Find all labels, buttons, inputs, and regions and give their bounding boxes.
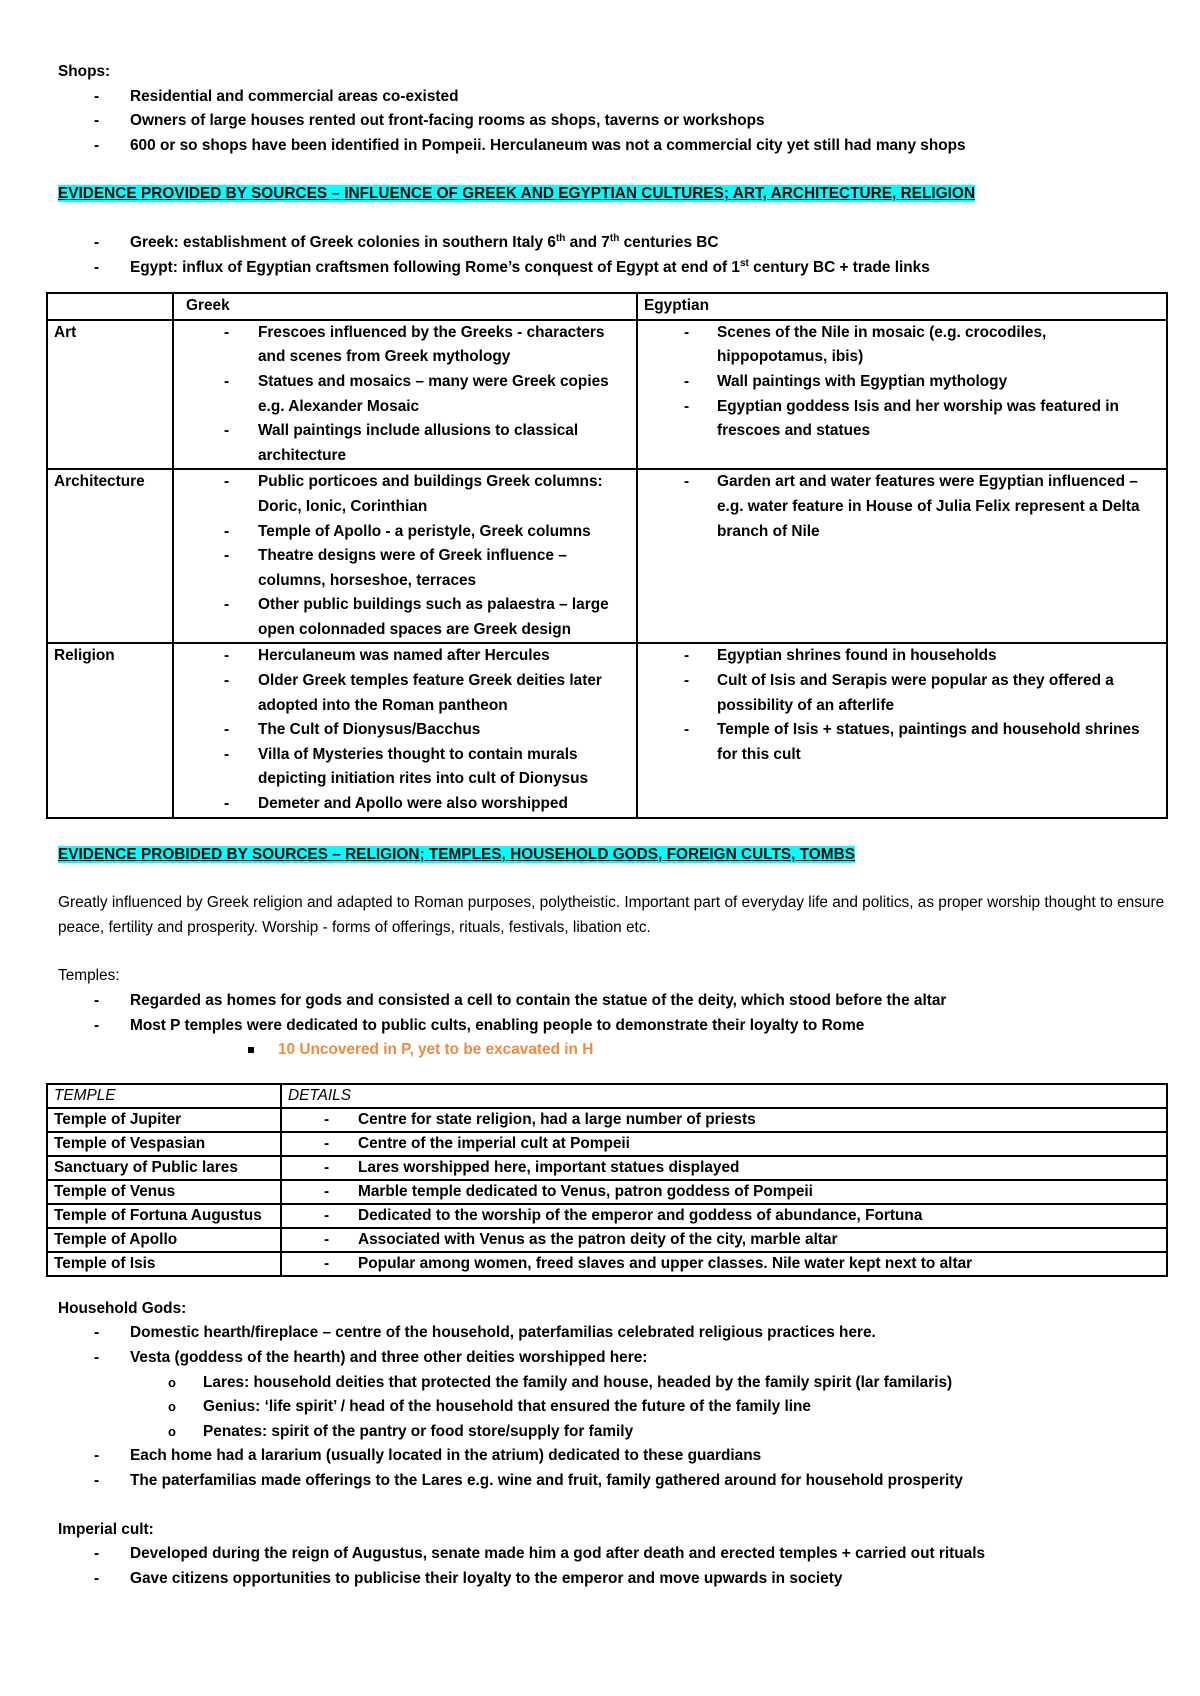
col-header-temple: TEMPLE <box>47 1084 281 1108</box>
list-item: - Greek: establishment of Greek colonies in southern Italy 6th and 7th centuries BC <box>58 231 1168 256</box>
list-item: - Vesta (goddess of the hearth) and three other deities worshipped here: <box>58 1346 1168 1371</box>
household-list-2 <box>58 1444 1168 1493</box>
list-item: - Demeter and Apollo were also worshipped <box>180 792 630 817</box>
row-label: Architecture <box>47 469 173 643</box>
table-row: Sanctuary of Public lares - Lares worshipped here, important statues displayed <box>47 1156 1167 1180</box>
religion-heading: EVIDENCE PROBIDED BY SOURCES – RELIGION; TEMPLES, HOUSEHOLD GODS, FOREIGN CULTS, TOMBS <box>58 845 855 863</box>
list-item: - Public porticoes and buildings Greek columns: Doric, Ionic, Corinthian <box>180 470 630 519</box>
influence-heading: EVIDENCE PROVIDED BY SOURCES – INFLUENCE OF GREEK AND EGYPTIAN CULTURES; ART, ARCHITECTURE, RELIGION <box>58 185 975 203</box>
table-row: Temple of Venus - Marble temple dedicated to Venus, patron goddess of Pompeii <box>47 1180 1167 1204</box>
list-item: - Developed during the reign of Augustus, senate made him a god after death and erected temples + carried out rituals <box>58 1542 1168 1567</box>
list-item: - The paterfamilias made offerings to the Lares e.g. wine and fruit, family gathered around for household prosperity <box>58 1469 1168 1494</box>
household-list <box>58 1321 1168 1370</box>
list-item: o Lares: household deities that protected the family and house, headed by the family spirit (lar familaris) <box>58 1371 1168 1396</box>
table-row: Temple of Apollo - Associated with Venus as the patron deity of the city, marble altar <box>47 1228 1167 1252</box>
table-row: Temple of Isis - Popular among women, freed slaves and upper classes. Nile water kept next to altar <box>47 1252 1167 1276</box>
list-item: - Frescoes influenced by the Greeks - characters and scenes from Greek mythology <box>180 321 630 370</box>
list-item: - Egypt: influx of Egyptian craftsmen following Rome’s conquest of Egypt at end of 1st century BC + trade links <box>58 256 1168 281</box>
list-item: - Garden art and water features were Egyptian influenced – e.g. water feature in House of Julia Felix represent a Delta branch of Nile <box>644 470 1160 544</box>
col-header-greek: Greek <box>173 293 637 320</box>
list-item: - Statues and mosaics – many were Greek copies e.g. Alexander Mosaic <box>180 370 630 419</box>
influence-list <box>58 231 1168 280</box>
temples-heading: Temples: <box>58 967 120 985</box>
table-row <box>47 293 1167 320</box>
list-item: - Domestic hearth/fireplace – centre of the household, paterfamilias celebrated religious practices here. <box>58 1321 1168 1346</box>
list-item: - Cult of Isis and Serapis were popular as they offered a possibility of an afterlife <box>644 669 1160 718</box>
list-item: - Theatre designs were of Greek influence – columns, horseshoe, terraces <box>180 544 630 593</box>
list-item: - Egyptian goddess Isis and her worship was featured in frescoes and statues <box>644 395 1160 444</box>
table-row: Temple of Fortuna Augustus - Dedicated to the worship of the emperor and goddess of abundance, Fortuna <box>47 1204 1167 1228</box>
col-header-details: DETAILS <box>281 1084 1167 1108</box>
list-item: o Genius: ‘life spirit’ / head of the household that ensured the future of the family line <box>58 1395 1168 1420</box>
household-heading: Household Gods: <box>58 1299 187 1317</box>
list-item: - Egyptian shrines found in households <box>644 644 1160 669</box>
household-sublist <box>58 1371 1168 1445</box>
list-item: - Residential and commercial areas co-existed <box>58 85 1168 110</box>
table-row <box>47 469 1167 643</box>
list-item: - Regarded as homes for gods and consisted a cell to contain the statue of the deity, which stood before the altar <box>58 989 1168 1014</box>
row-label: Religion <box>47 643 173 817</box>
temples-list <box>58 989 1168 1038</box>
imperial-heading: Imperial cult: <box>58 1520 154 1538</box>
temple-table <box>46 1083 1168 1277</box>
list-item: - Wall paintings with Egyptian mythology <box>644 370 1160 395</box>
list-item: - Most P temples were dedicated to public cults, enabling people to demonstrate their loyalty to Rome <box>58 1014 1168 1039</box>
temples-sublist <box>58 1038 1168 1063</box>
col-header-egyptian: Egyptian <box>637 293 1167 320</box>
list-item: - 600 or so shops have been identified in Pompeii. Herculaneum was not a commercial city yet still had many shops <box>58 134 1168 159</box>
list-item: - Temple of Apollo - a peristyle, Greek columns <box>180 520 630 545</box>
table-row <box>47 1084 1167 1108</box>
table-row: Temple of Vespasian - Centre of the imperial cult at Pompeii <box>47 1132 1167 1156</box>
row-label: Art <box>47 320 173 470</box>
table-row <box>47 320 1167 470</box>
list-item: - Villa of Mysteries thought to contain murals depicting initiation rites into cult of Dionysus <box>180 743 630 792</box>
list-item: - Owners of large houses rented out front-facing rooms as shops, taverns or workshops <box>58 109 1168 134</box>
table-row: Temple of Jupiter - Centre for state religion, had a large number of priests <box>47 1108 1167 1132</box>
influence-table <box>46 292 1168 818</box>
table-row <box>47 643 1167 817</box>
list-item: - Herculaneum was named after Hercules <box>180 644 630 669</box>
shops-heading: Shops: <box>58 63 111 80</box>
document-page <box>54 60 1168 1591</box>
religion-intro: Greatly influenced by Greek religion and adapted to Roman purposes, polytheistic. Important part of everyday life and politics, as proper worship thought to ensure peace, fertility and prosperity. Worship - forms of offerings, rituals, festivals, libation etc. <box>58 894 1165 936</box>
list-item: - Other public buildings such as palaestra – large open colonnaded spaces are Greek design <box>180 593 630 642</box>
list-item: o Penates: spirit of the pantry or food store/supply for family <box>58 1420 1168 1445</box>
list-item: - The Cult of Dionysus/Bacchus <box>180 718 630 743</box>
list-item: - Scenes of the Nile in mosaic (e.g. crocodiles, hippopotamus, ibis) <box>644 321 1160 370</box>
imperial-list <box>58 1542 1168 1591</box>
list-item: - Each home had a lararium (usually located in the atrium) dedicated to these guardians <box>58 1444 1168 1469</box>
list-item: - Older Greek temples feature Greek deities later adopted into the Roman pantheon <box>180 669 630 718</box>
shops-list <box>58 85 1168 159</box>
list-item: - Temple of Isis + statues, paintings and household shrines for this cult <box>644 718 1160 767</box>
list-item: 10 Uncovered in P, yet to be excavated in H <box>58 1038 1168 1063</box>
list-item: - Gave citizens opportunities to publicise their loyalty to the emperor and move upwards in society <box>58 1567 1168 1592</box>
list-item: - Wall paintings include allusions to classical architecture <box>180 419 630 468</box>
